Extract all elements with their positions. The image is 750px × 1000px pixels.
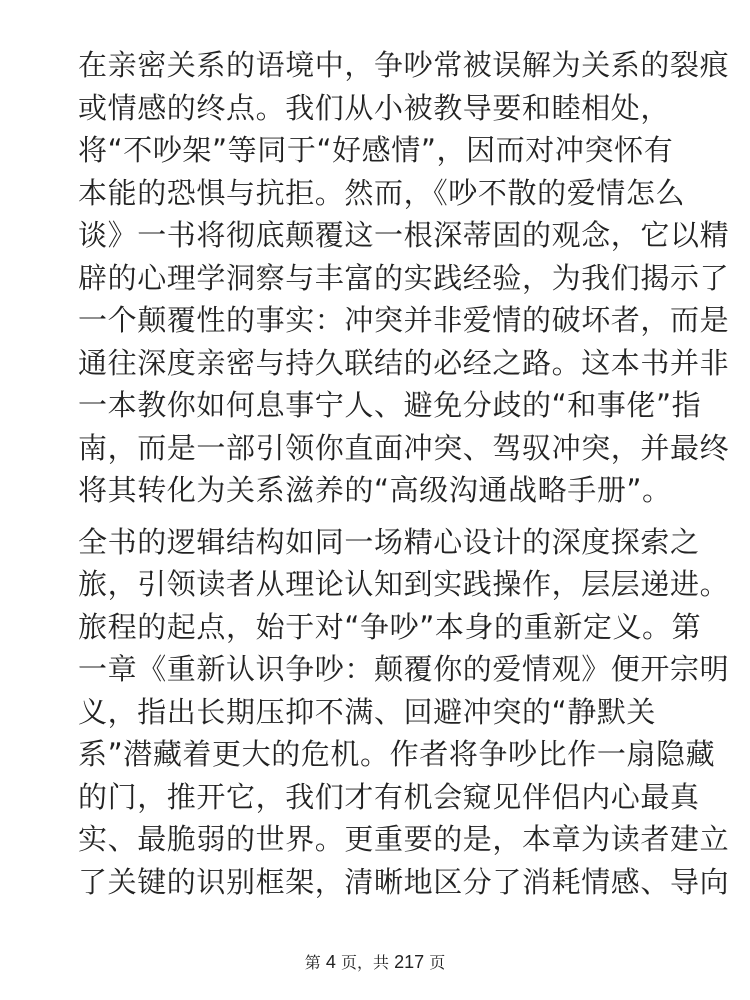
text-line: 通往深度亲密与持久联结的必经之路。这本书并非 <box>78 345 730 380</box>
text-line: 南，而是一部引领你直面冲突、驾驭冲突，并最终 <box>78 430 730 465</box>
text-line: 本能的恐惧与抗拒。然而，《吵不散的爱情怎么 <box>78 175 686 210</box>
text-line: 在亲密关系的语境中，争吵常被误解为关系的裂痕 <box>78 48 730 82</box>
text-line: 义，指出长期压抑不满、回避冲突的“静默关 <box>78 694 657 729</box>
page-footer <box>0 952 750 973</box>
body-text <box>78 44 730 903</box>
footer-prefix: 第 <box>304 953 326 972</box>
text-line: 辟的心理学洞察与丰富的实践经验，为我们揭示了 <box>78 260 730 295</box>
text-line: 旅，引领读者从理论认知到实践操作，层层递进。 <box>78 567 730 601</box>
text-line: 旅程的起点，始于对“争吵”本身的重新定义。第 <box>78 609 702 644</box>
total-pages-number: 217 <box>394 952 425 972</box>
text-line: 一本教你如何息事宁人、避免分歧的“和事佬”指 <box>78 388 702 422</box>
text-line: 了关键的识别框架，清晰地区分了消耗情感、导向 <box>78 864 730 899</box>
text-line: 系”潜藏着更大的危机。作者将争吵比作一扇隐藏 <box>78 737 716 771</box>
text-line: 或情感的终点。我们从小被教导要和睦相处， <box>78 90 671 125</box>
text-line: 实、最脆弱的世界。更重要的是，本章为读者建立 <box>78 822 730 856</box>
current-page-number: 4 <box>325 952 336 972</box>
text-line: 的门，推开它，我们才有机会窥见伴侣内心最真 <box>78 779 700 814</box>
text-line: 谈》一书将彻底颠覆这一根深蒂固的观念，它以精 <box>78 218 730 252</box>
footer-suffix: 页 <box>424 953 446 972</box>
paragraph-2 <box>78 521 730 904</box>
text-line: 一个颠覆性的事实：冲突并非爱情的破坏者，而是 <box>78 303 730 337</box>
text-line: 将“不吵架”等同于“好感情”，因而对冲突怀有 <box>78 133 674 167</box>
footer-middle: 页，共 <box>335 953 395 972</box>
text-line: 一章《重新认识争吵：颠覆你的爱情观》便开宗明 <box>78 652 730 686</box>
paragraph-1 <box>78 44 730 512</box>
text-line: 将其转化为关系滋养的“高级沟通战略手册”。 <box>78 473 672 507</box>
text-line: 全书的逻辑结构如同一场精心设计的深度探索之 <box>78 524 700 559</box>
